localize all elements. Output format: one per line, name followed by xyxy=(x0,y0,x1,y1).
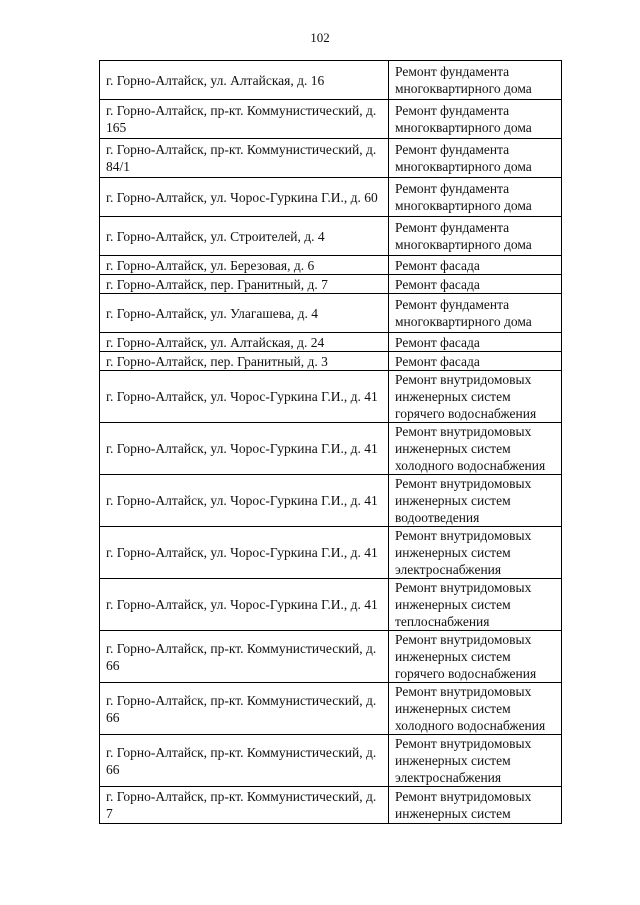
table-row xyxy=(100,631,562,683)
address-cell: г. Горно-Алтайск, ул. Чорос-Гуркина Г.И., д. 41 xyxy=(100,475,389,527)
table-row xyxy=(100,256,562,275)
address-cell: г. Горно-Алтайск, ул. Улагашева, д. 4 xyxy=(100,294,389,333)
work-type-cell: Ремонт фасада xyxy=(389,333,562,352)
address-cell: г. Горно-Алтайск, ул. Алтайская, д. 24 xyxy=(100,333,389,352)
address-cell: г. Горно-Алтайск, пр-кт. Коммунистический, д. 7 xyxy=(100,787,389,824)
work-type-cell: Ремонт фасада xyxy=(389,256,562,275)
work-type-cell: Ремонт внутридомовых инженерных систем горячего водоснабжения xyxy=(389,371,562,423)
work-type-cell: Ремонт внутридомовых инженерных систем теплоснабжения xyxy=(389,579,562,631)
table-row xyxy=(100,371,562,423)
table-row xyxy=(100,178,562,217)
table-row xyxy=(100,275,562,294)
table-row xyxy=(100,579,562,631)
table-row xyxy=(100,352,562,371)
page-number: 102 xyxy=(310,30,330,45)
work-type-cell: Ремонт фундамента многоквартирного дома xyxy=(389,61,562,100)
work-type-cell: Ремонт фундамента многоквартирного дома xyxy=(389,178,562,217)
work-type-cell: Ремонт внутридомовых инженерных систем электроснабжения xyxy=(389,735,562,787)
table-row xyxy=(100,217,562,256)
address-cell: г. Горно-Алтайск, ул. Чорос-Гуркина Г.И., д. 41 xyxy=(100,371,389,423)
address-cell: г. Горно-Алтайск, пр-кт. Коммунистический, д. 66 xyxy=(100,683,389,735)
address-cell: г. Горно-Алтайск, ул. Строителей, д. 4 xyxy=(100,217,389,256)
work-type-cell: Ремонт внутридомовых инженерных систем холодного водоснабжения xyxy=(389,423,562,475)
table-row xyxy=(100,333,562,352)
work-type-cell: Ремонт фундамента многоквартирного дома xyxy=(389,294,562,333)
address-cell: г. Горно-Алтайск, пр-кт. Коммунистический, д. 165 xyxy=(100,100,389,139)
table-row xyxy=(100,423,562,475)
address-cell: г. Горно-Алтайск, ул. Чорос-Гуркина Г.И., д. 60 xyxy=(100,178,389,217)
repair-works-table xyxy=(99,60,562,824)
work-type-cell: Ремонт внутридомовых инженерных систем xyxy=(389,787,562,824)
address-cell: г. Горно-Алтайск, ул. Чорос-Гуркина Г.И., д. 41 xyxy=(100,423,389,475)
address-cell: г. Горно-Алтайск, пер. Гранитный, д. 3 xyxy=(100,352,389,371)
work-type-cell: Ремонт фундамента многоквартирного дома xyxy=(389,100,562,139)
work-type-cell: Ремонт фасада xyxy=(389,275,562,294)
table-row xyxy=(100,61,562,100)
table-row xyxy=(100,787,562,824)
address-cell: г. Горно-Алтайск, ул. Алтайская, д. 16 xyxy=(100,61,389,100)
work-type-cell: Ремонт внутридомовых инженерных систем холодного водоснабжения xyxy=(389,683,562,735)
address-cell: г. Горно-Алтайск, ул. Березовая, д. 6 xyxy=(100,256,389,275)
work-type-cell: Ремонт внутридомовых инженерных систем горячего водоснабжения xyxy=(389,631,562,683)
address-cell: г. Горно-Алтайск, пр-кт. Коммунистический, д. 66 xyxy=(100,631,389,683)
table-row xyxy=(100,527,562,579)
table-row xyxy=(100,475,562,527)
table-row xyxy=(100,735,562,787)
work-type-cell: Ремонт фундамента многоквартирного дома xyxy=(389,139,562,178)
address-cell: г. Горно-Алтайск, ул. Чорос-Гуркина Г.И., д. 41 xyxy=(100,527,389,579)
address-cell: г. Горно-Алтайск, ул. Чорос-Гуркина Г.И., д. 41 xyxy=(100,579,389,631)
address-cell: г. Горно-Алтайск, пр-кт. Коммунистический, д. 84/1 xyxy=(100,139,389,178)
address-cell: г. Горно-Алтайск, пер. Гранитный, д. 7 xyxy=(100,275,389,294)
work-type-cell: Ремонт фасада xyxy=(389,352,562,371)
table-row xyxy=(100,100,562,139)
work-type-cell: Ремонт внутридомовых инженерных систем электроснабжения xyxy=(389,527,562,579)
table-row xyxy=(100,294,562,333)
table-row xyxy=(100,139,562,178)
table-row xyxy=(100,683,562,735)
work-type-cell: Ремонт внутридомовых инженерных систем водоотведения xyxy=(389,475,562,527)
work-type-cell: Ремонт фундамента многоквартирного дома xyxy=(389,217,562,256)
address-cell: г. Горно-Алтайск, пр-кт. Коммунистический, д. 66 xyxy=(100,735,389,787)
